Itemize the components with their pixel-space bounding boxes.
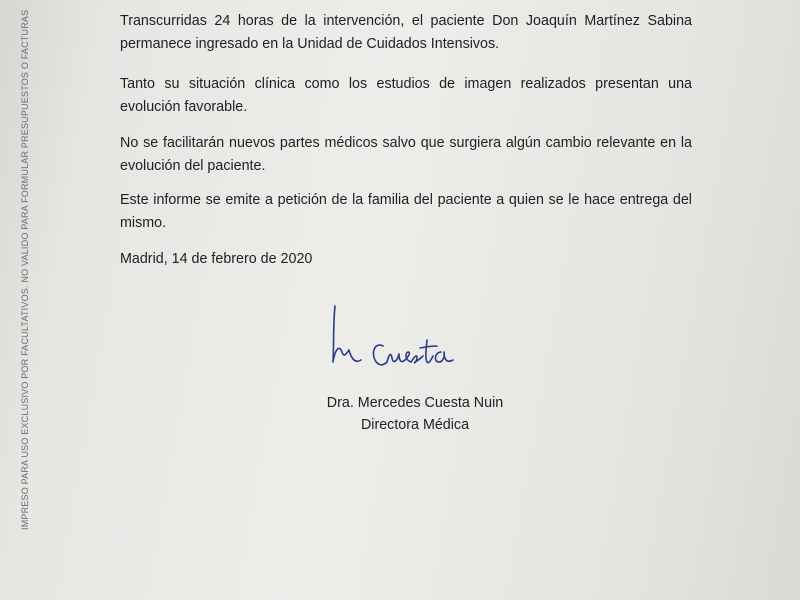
signer-title: Directora Médica — [360, 417, 470, 433]
signer-name: Dra. Mercedes Cuesta Nuin — [326, 395, 504, 411]
paragraph-status: Transcurridas 24 horas de la intervención, el paciente Don Joaquín Martínez Sabina permanece ingresado en la Unidad de Cuidados Intensivos. — [120, 13, 692, 52]
paragraph-evolution: Tanto su situación clínica como los estudios de imagen realizados presentan una evolución favorable. — [120, 76, 692, 115]
date-line: Madrid, 14 de febrero de 2020 — [120, 251, 313, 267]
handwritten-signature — [325, 300, 465, 385]
paragraph-request: Este informe se emite a petición de la familia del paciente a quien se le hace entrega del mismo. — [120, 192, 692, 231]
paragraph-reports: No se facilitarán nuevos partes médicos salvo que surgiera algún cambio relevante en la evolución del paciente. — [120, 135, 692, 174]
side-disclaimer: IMPRESO PARA USO EXCLUSIVO POR FACULTATIVOS. NO VALIDO PARA FORMULAR PRESUPUESTOS O FACTURAS — [20, 9, 30, 530]
